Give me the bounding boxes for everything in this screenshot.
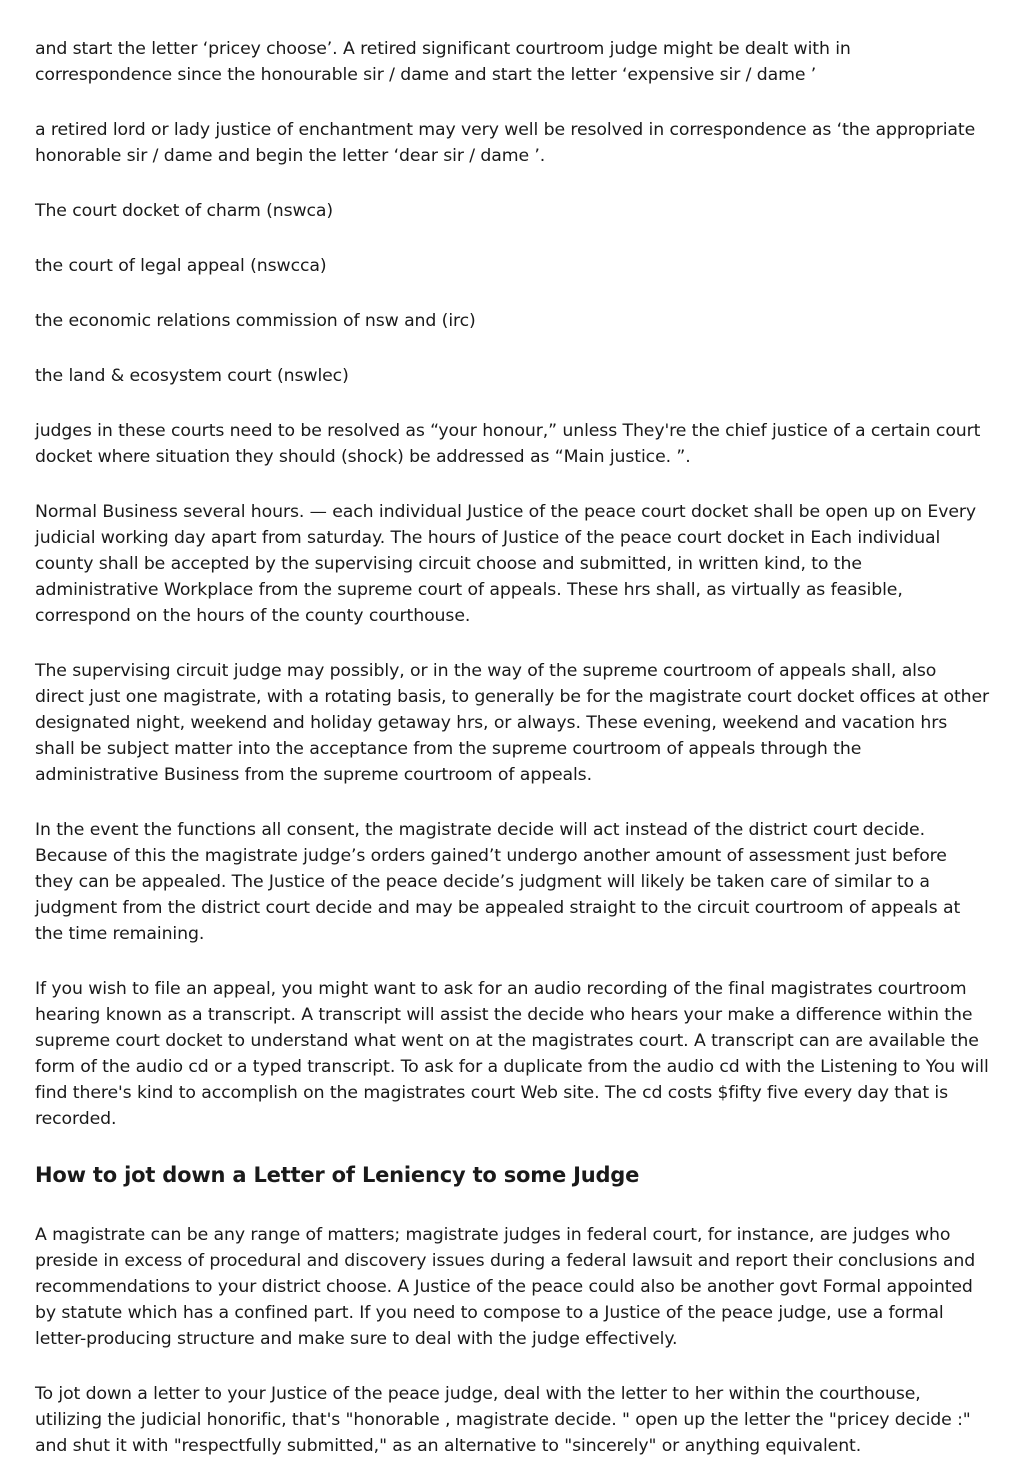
paragraph-supervising-judge: The supervising circuit judge may possibly, or in the way of the supreme courtroom of appeals shall, also direct just one magistrate, with a rotating basis, to generally be for the magistrate court docket offices at other designated night, weekend and holiday getaway hrs, or always. These evening, weekend and vacation hrs shall be subject matter into the acceptance from the supreme courtroom of appeals through the administrative Business from the supreme courtroom of appeals. — [35, 661, 990, 785]
list-item-nswcca: the court of legal appeal (nswcca) — [35, 256, 327, 276]
paragraph-business-hours: Normal Business several hours. — each individual Justice of the peace court docket shall be open up on Every judicial working day apart from saturday. The hours of Justice of the peace court docket in Each individual county shall be accepted by the supervising circuit choose and submitted, in written kind, to the administrative Workplace from the supreme court of appeals. These hrs shall, as virtually as feasible, correspond on the hours of the county courthouse. — [35, 502, 976, 626]
paragraph-letter-format: To jot down a letter to your Justice of the peace judge, deal with the letter to her within the courthouse, utilizing the judicial honorific, that's "honorable , magistrate decide. " open up the letter the "pricey decide :" and shut it with "respectfully submitted," as an alternative to "sincerely" or anything equivalent. — [35, 1384, 971, 1456]
paragraph-retired-lord-justice: a retired lord or lady justice of enchantment may very well be resolved in correspondence as ‘the appropriate honorable sir / dame and begin the letter ‘dear sir / dame ’. — [35, 120, 976, 166]
list-item-nswlec: the land & ecosystem court (nswlec) — [35, 366, 349, 386]
list-item-nswca: The court docket of charm (nswca) — [35, 201, 334, 221]
paragraph-letter-opening: and start the letter ‘pricey choose’. A retired significant courtroom judge might be dealt with in correspondence since the honourable sir / dame and start the letter ‘expensive sir / dame ’ — [35, 39, 851, 85]
paragraph-consent: In the event the functions all consent, the magistrate decide will act instead of the district court decide. Because of this the magistrate judge’s orders gained’t undergo another amount of assessment just before they can be appealed. The Justice of the peace decide’s judgment will likely be taken care of similar to a judgment from the district court decide and may be appealed straight to the circuit courtroom of appeals at the time remaining. — [35, 820, 961, 944]
paragraph-your-honour: judges in these courts need to be resolved as “your honour,” unless They're the chief justice of a certain court docket where situation they should (shock) be addressed as “Main justice. ”. — [35, 421, 981, 467]
paragraph-magistrate-definition: A magistrate can be any range of matters; magistrate judges in federal court, for instance, are judges who preside in excess of procedural and discovery issues during a federal lawsuit and report their conclusions and recommendations to your district choose. A Justice of the peace could also be another govt Formal appointed by statute which has a confined part. If you need to compose to a Justice of the peace judge, use a formal letter-producing structure and make sure to deal with the judge effectively. — [35, 1225, 976, 1349]
paragraph-appeal-transcript: If you wish to file an appeal, you might want to ask for an audio recording of the final magistrates courtroom hearing known as a transcript. A transcript will assist the decide who hears your make a difference within the supreme court docket to understand what went on at the magistrates court. A transcript can are available the form of the audio cd or a typed transcript. To ask for a duplicate from the audio cd with the Listening to You will find there's kind to accomplish on the magistrates court Web site. The cd costs $fifty five every day that is recorded. — [35, 979, 989, 1129]
list-item-irc: the economic relations commission of nsw and (irc) — [35, 311, 476, 331]
section-heading: How to jot down a Letter of Leniency to some Judge — [35, 1163, 640, 1187]
